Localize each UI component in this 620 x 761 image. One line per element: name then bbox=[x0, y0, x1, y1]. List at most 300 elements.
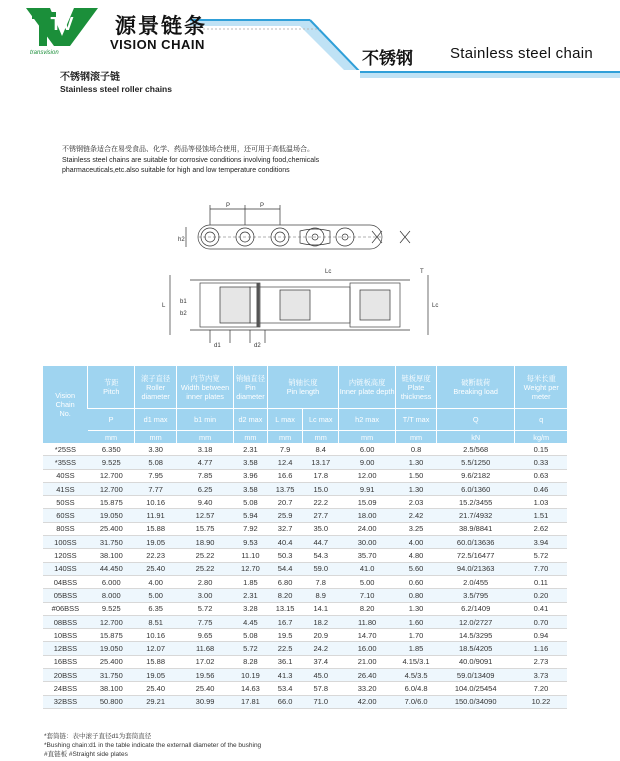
table-cell: 0.63 bbox=[515, 469, 567, 482]
table-cell: 94.0/21363 bbox=[436, 562, 514, 575]
table-cell: 72.5/16477 bbox=[436, 549, 514, 562]
col-pin-diameter: 销轴直径 Pin diameter bbox=[234, 366, 268, 409]
table-row bbox=[43, 469, 567, 482]
table-cell: 12.07 bbox=[135, 642, 177, 655]
table-cell: 30.99 bbox=[177, 695, 234, 708]
table-cell: 10.16 bbox=[135, 629, 177, 642]
chain-number-cell: 16BSS bbox=[43, 655, 88, 668]
section-title-en: Stainless steel roller chains bbox=[60, 84, 172, 94]
table-cell: 6.0/1360 bbox=[436, 482, 514, 495]
table-cell: 45.0 bbox=[303, 669, 339, 682]
dim-T: T bbox=[420, 269, 424, 275]
table-cell: 9.525 bbox=[88, 456, 135, 469]
chain-number-cell: *35SS bbox=[43, 456, 88, 469]
chain-number-cell: 60SS bbox=[43, 509, 88, 522]
table-cell: 6.80 bbox=[267, 575, 303, 588]
unit-plate-depth: mm bbox=[339, 431, 396, 444]
dim-L: L bbox=[162, 303, 166, 309]
table-cell: 6.0/4.8 bbox=[396, 682, 437, 695]
table-cell: 5.00 bbox=[135, 589, 177, 602]
table-cell: 41.3 bbox=[267, 669, 303, 682]
spec-table bbox=[43, 366, 567, 709]
header-row-units bbox=[43, 431, 567, 444]
table-cell: 20.9 bbox=[303, 629, 339, 642]
table-cell: 25.22 bbox=[177, 549, 234, 562]
table-cell: 15.88 bbox=[135, 522, 177, 535]
table-cell: 7.75 bbox=[177, 615, 234, 628]
table-cell: 27.7 bbox=[303, 509, 339, 522]
table-cell: 12.4 bbox=[267, 456, 303, 469]
table-cell: 4.77 bbox=[177, 456, 234, 469]
table-cell: 9.6/2182 bbox=[436, 469, 514, 482]
table-row bbox=[43, 456, 567, 469]
table-cell: 5.72 bbox=[177, 602, 234, 615]
col-breaking-load: 破断载荷 Breaking load bbox=[436, 366, 514, 409]
table-cell: 31.750 bbox=[88, 669, 135, 682]
table-row bbox=[43, 589, 567, 602]
chain-number-cell: 100SS bbox=[43, 536, 88, 549]
table-cell: 41.0 bbox=[339, 562, 396, 575]
table-cell: 11.68 bbox=[177, 642, 234, 655]
table-cell: 12.0/2727 bbox=[436, 615, 514, 628]
table-row bbox=[43, 669, 567, 682]
table-cell: 30.00 bbox=[339, 536, 396, 549]
table-cell: 9.65 bbox=[177, 629, 234, 642]
chain-number-cell: 10BSS bbox=[43, 629, 88, 642]
table-cell: 50.3 bbox=[267, 549, 303, 562]
table-row bbox=[43, 615, 567, 628]
table-cell: 12.57 bbox=[177, 509, 234, 522]
table-cell: 2.80 bbox=[177, 575, 234, 588]
table-cell: 17.81 bbox=[234, 695, 268, 708]
chain-number-cell: #06BSS bbox=[43, 602, 88, 615]
table-cell: 6.350 bbox=[88, 443, 135, 456]
footnote-2: *Bushing chain:d1 in the table indicate the externall diameter of the bushing bbox=[44, 742, 262, 749]
table-cell: 9.40 bbox=[177, 496, 234, 509]
table-cell: 8.20 bbox=[339, 602, 396, 615]
table-cell: 42.00 bbox=[339, 695, 396, 708]
table-cell: 7.8 bbox=[303, 575, 339, 588]
dim-d2: d2 bbox=[254, 343, 261, 349]
table-cell: 1.85 bbox=[234, 575, 268, 588]
table-cell: 60.0/13636 bbox=[436, 536, 514, 549]
table-cell: 21.00 bbox=[339, 655, 396, 668]
table-cell: 2.62 bbox=[515, 522, 567, 535]
brand-name-en: VISION CHAIN bbox=[110, 37, 205, 52]
category-title-en: Stainless steel chain bbox=[450, 45, 594, 62]
table-cell: 19.05 bbox=[135, 669, 177, 682]
table-cell: 0.11 bbox=[515, 575, 567, 588]
table-cell: 0.46 bbox=[515, 482, 567, 495]
table-cell: 24.2 bbox=[303, 642, 339, 655]
table-cell: 59.0/13409 bbox=[436, 669, 514, 682]
table-cell: 17.8 bbox=[303, 469, 339, 482]
unit-load: kN bbox=[436, 431, 514, 444]
table-cell: 5.08 bbox=[135, 456, 177, 469]
table-cell: 4.00 bbox=[135, 575, 177, 588]
table-cell: 25.40 bbox=[135, 682, 177, 695]
table-cell: 12.700 bbox=[88, 615, 135, 628]
table-cell: 26.40 bbox=[339, 669, 396, 682]
chain-number-cell: 24BSS bbox=[43, 682, 88, 695]
table-cell: 20.7 bbox=[267, 496, 303, 509]
unit-pitch: mm bbox=[88, 431, 135, 444]
col-inner-width: 内节内宽 Width between inner plates bbox=[177, 366, 234, 409]
section-title-cn: 不锈钢滚子链 bbox=[60, 72, 120, 83]
table-cell: 1.03 bbox=[515, 496, 567, 509]
table-cell: 19.5 bbox=[267, 629, 303, 642]
table-cell: 7.85 bbox=[177, 469, 234, 482]
table-cell: 9.00 bbox=[339, 456, 396, 469]
table-cell: 12.00 bbox=[339, 469, 396, 482]
table-cell: 71.0 bbox=[303, 695, 339, 708]
table-cell: 9.91 bbox=[339, 482, 396, 495]
chain-number-cell: 05BSS bbox=[43, 589, 88, 602]
no-header-3: No. bbox=[59, 409, 71, 418]
unit-roller: mm bbox=[135, 431, 177, 444]
footnote-1: *套筒链：表中滚子直径d1为套筒直径 bbox=[44, 733, 152, 740]
table-cell: 7.9 bbox=[267, 443, 303, 456]
table-cell: 11.80 bbox=[339, 615, 396, 628]
table-cell: 38.9/8841 bbox=[436, 522, 514, 535]
dim-h2: h2 bbox=[178, 237, 185, 243]
table-row bbox=[43, 443, 567, 456]
sym-pin-Lc: Lc max bbox=[303, 409, 339, 431]
table-row bbox=[43, 682, 567, 695]
sym-roller: d1 max bbox=[135, 409, 177, 431]
table-cell: 54.3 bbox=[303, 549, 339, 562]
table-cell: 2.73 bbox=[515, 655, 567, 668]
table-cell: 1.60 bbox=[396, 615, 437, 628]
table-cell: 4.5/3.5 bbox=[396, 669, 437, 682]
table-cell: 0.15 bbox=[515, 443, 567, 456]
table-cell: 7.10 bbox=[339, 589, 396, 602]
table-cell: 6.25 bbox=[177, 482, 234, 495]
table-cell: 2.5/568 bbox=[436, 443, 514, 456]
table-row bbox=[43, 642, 567, 655]
dim-p2: P bbox=[260, 203, 265, 209]
chain-number-cell: 20BSS bbox=[43, 669, 88, 682]
table-cell: 15.88 bbox=[135, 655, 177, 668]
table-cell: 14.70 bbox=[339, 629, 396, 642]
table-row bbox=[43, 536, 567, 549]
table-cell: 35.0 bbox=[303, 522, 339, 535]
table-row bbox=[43, 522, 567, 535]
table-cell: 6.00 bbox=[339, 443, 396, 456]
col-pin-length: 销轴长度 Pin length bbox=[267, 366, 338, 409]
logo bbox=[22, 6, 102, 55]
sym-load: Q bbox=[436, 409, 514, 431]
table-cell: 3.00 bbox=[177, 589, 234, 602]
table-cell: 3.94 bbox=[515, 536, 567, 549]
table-cell: 18.2 bbox=[303, 615, 339, 628]
chain-number-cell: 40SS bbox=[43, 469, 88, 482]
table-row bbox=[43, 602, 567, 615]
table-cell: 5.72 bbox=[515, 549, 567, 562]
table-row bbox=[43, 509, 567, 522]
no-header-1: Vision bbox=[55, 391, 76, 400]
table-cell: 12.700 bbox=[88, 469, 135, 482]
table-cell: 13.75 bbox=[267, 482, 303, 495]
table-row bbox=[43, 496, 567, 509]
col-roller-diameter: 滚子直径 Roller diameter bbox=[135, 366, 177, 409]
chain-number-cell: 32BSS bbox=[43, 695, 88, 708]
table-cell: 53.4 bbox=[267, 682, 303, 695]
table-cell: 4.45 bbox=[234, 615, 268, 628]
table-row bbox=[43, 562, 567, 575]
table-cell: 36.1 bbox=[267, 655, 303, 668]
table-cell: 1.51 bbox=[515, 509, 567, 522]
table-cell: 12.700 bbox=[88, 482, 135, 495]
sym-pitch: P bbox=[88, 409, 135, 431]
table-cell: 2.03 bbox=[396, 496, 437, 509]
table-cell: 7.20 bbox=[515, 682, 567, 695]
table-cell: 9.53 bbox=[234, 536, 268, 549]
table-cell: 3.5/795 bbox=[436, 589, 514, 602]
table-cell: 8.51 bbox=[135, 615, 177, 628]
table-cell: 6.000 bbox=[88, 575, 135, 588]
table-cell: 3.96 bbox=[234, 469, 268, 482]
table-cell: 19.56 bbox=[177, 669, 234, 682]
table-cell: 3.73 bbox=[515, 669, 567, 682]
table-cell: 6.35 bbox=[135, 602, 177, 615]
table-cell: 32.7 bbox=[267, 522, 303, 535]
table-cell: 29.21 bbox=[135, 695, 177, 708]
table-row bbox=[43, 482, 567, 495]
chain-number-cell: 50SS bbox=[43, 496, 88, 509]
table-cell: 22.2 bbox=[303, 496, 339, 509]
dim-d1: d1 bbox=[214, 343, 221, 349]
dim-Lc2: Lc bbox=[432, 303, 439, 309]
table-cell: 38.100 bbox=[88, 549, 135, 562]
table-cell: 22.23 bbox=[135, 549, 177, 562]
unit-weight: kg/m bbox=[515, 431, 567, 444]
table-cell: 4.15/3.1 bbox=[396, 655, 437, 668]
table-cell: 40.4 bbox=[267, 536, 303, 549]
table-cell: 9.525 bbox=[88, 602, 135, 615]
table-cell: 5.00 bbox=[339, 575, 396, 588]
table-cell: 12.70 bbox=[234, 562, 268, 575]
sym-plate-depth: h2 max bbox=[339, 409, 396, 431]
unit-pin-Lc: mm bbox=[303, 431, 339, 444]
col-pitch: 节距 Pitch bbox=[88, 366, 135, 409]
table-cell: 15.875 bbox=[88, 496, 135, 509]
chain-number-cell: 08BSS bbox=[43, 615, 88, 628]
table-cell: 1.16 bbox=[515, 642, 567, 655]
sym-width: b1 min bbox=[177, 409, 234, 431]
table-cell: 24.00 bbox=[339, 522, 396, 535]
table-cell: 5.60 bbox=[396, 562, 437, 575]
brand-name-cn: 源景链条 bbox=[115, 14, 207, 38]
table-cell: 7.77 bbox=[135, 482, 177, 495]
table-cell: 15.875 bbox=[88, 629, 135, 642]
table-cell: 33.20 bbox=[339, 682, 396, 695]
sym-weight: q bbox=[515, 409, 567, 431]
dim-b1: b1 bbox=[180, 299, 187, 305]
logo-mark-icon bbox=[22, 6, 102, 50]
table-cell: 0.80 bbox=[396, 589, 437, 602]
table-cell: 8.28 bbox=[234, 655, 268, 668]
col-inner-plate-depth: 内链板高度 Inner plate depth bbox=[339, 366, 396, 409]
col-plate-thickness: 链板厚度 Plate thickness bbox=[396, 366, 437, 409]
table-cell: 19.050 bbox=[88, 509, 135, 522]
category-title-cn: 不锈钢 bbox=[362, 49, 413, 69]
table-cell: 19.05 bbox=[135, 536, 177, 549]
unit-pin-L: mm bbox=[267, 431, 303, 444]
table-cell: 8.20 bbox=[267, 589, 303, 602]
table-row bbox=[43, 549, 567, 562]
table-cell: 8.000 bbox=[88, 589, 135, 602]
footnote-3: #直链板 #Straight side plates bbox=[44, 751, 128, 758]
table-cell: 3.25 bbox=[396, 522, 437, 535]
description-cn: 不锈钢链条适合在易受食品、化学、药品等侵蚀场合使用，还可用于高低温场合。 bbox=[62, 146, 314, 153]
table-cell: 25.40 bbox=[177, 682, 234, 695]
table-cell: 15.75 bbox=[177, 522, 234, 535]
table-cell: 16.00 bbox=[339, 642, 396, 655]
table-cell: 4.00 bbox=[396, 536, 437, 549]
description-en-1: Stainless steel chains are suitable for corrosive conditions involving food,chemicals bbox=[62, 157, 320, 164]
table-cell: 16.6 bbox=[267, 469, 303, 482]
table-cell: 22.5 bbox=[267, 642, 303, 655]
table-cell: 2.31 bbox=[234, 443, 268, 456]
table-cell: 25.40 bbox=[135, 562, 177, 575]
table-row bbox=[43, 629, 567, 642]
table-cell: 15.2/3455 bbox=[436, 496, 514, 509]
table-cell: 54.4 bbox=[267, 562, 303, 575]
table-cell: 40.0/9091 bbox=[436, 655, 514, 668]
table-cell: 3.18 bbox=[177, 443, 234, 456]
table-cell: 0.33 bbox=[515, 456, 567, 469]
table-cell: 37.4 bbox=[303, 655, 339, 668]
table-row bbox=[43, 695, 567, 708]
header-row-names bbox=[43, 366, 567, 409]
table-cell: 5.5/1250 bbox=[436, 456, 514, 469]
chain-number-cell: 41SS bbox=[43, 482, 88, 495]
table-cell: 35.70 bbox=[339, 549, 396, 562]
table-cell: 10.16 bbox=[135, 496, 177, 509]
table-cell: 0.94 bbox=[515, 629, 567, 642]
table-cell: 14.1 bbox=[303, 602, 339, 615]
table-cell: 0.20 bbox=[515, 589, 567, 602]
unit-width: mm bbox=[177, 431, 234, 444]
table-cell: 7.0/6.0 bbox=[396, 695, 437, 708]
table-cell: 15.09 bbox=[339, 496, 396, 509]
svg-text:TV: TV bbox=[50, 14, 74, 34]
table-cell: 13.15 bbox=[267, 602, 303, 615]
table-cell: 25.400 bbox=[88, 655, 135, 668]
table-cell: 3.30 bbox=[135, 443, 177, 456]
description-en-2: pharmaceuticals,etc.also suitable for high and low temperature conditions bbox=[62, 167, 290, 174]
table-cell: 10.22 bbox=[515, 695, 567, 708]
chain-number-cell: 120SS bbox=[43, 549, 88, 562]
dim-Lc1: Lc bbox=[325, 269, 332, 275]
table-cell: 14.63 bbox=[234, 682, 268, 695]
table-cell: 0.70 bbox=[515, 615, 567, 628]
table-cell: 13.17 bbox=[303, 456, 339, 469]
dim-p1: P bbox=[226, 203, 231, 209]
table-cell: 6.2/1409 bbox=[436, 602, 514, 615]
table-cell: 3.58 bbox=[234, 482, 268, 495]
sym-thickness: T/T max bbox=[396, 409, 437, 431]
table-cell: 5.94 bbox=[234, 509, 268, 522]
table-cell: 7.92 bbox=[234, 522, 268, 535]
table-cell: 18.5/4205 bbox=[436, 642, 514, 655]
table-cell: 0.60 bbox=[396, 575, 437, 588]
chain-number-cell: 140SS bbox=[43, 562, 88, 575]
footnotes bbox=[44, 732, 261, 759]
table-cell: 2.31 bbox=[234, 589, 268, 602]
table-cell: 18.90 bbox=[177, 536, 234, 549]
table-cell: 44.7 bbox=[303, 536, 339, 549]
table-cell: 44.450 bbox=[88, 562, 135, 575]
table-cell: 150.0/34090 bbox=[436, 695, 514, 708]
table-cell: 14.5/3295 bbox=[436, 629, 514, 642]
table-cell: 7.70 bbox=[515, 562, 567, 575]
table-cell: 11.91 bbox=[135, 509, 177, 522]
table-cell: 1.70 bbox=[396, 629, 437, 642]
col-weight: 每米长重 Weight per meter bbox=[515, 366, 567, 409]
table-cell: 1.30 bbox=[396, 456, 437, 469]
table-cell: 17.02 bbox=[177, 655, 234, 668]
table-cell: 1.85 bbox=[396, 642, 437, 655]
table-cell: 0.8 bbox=[396, 443, 437, 456]
table-cell: 25.400 bbox=[88, 522, 135, 535]
table-cell: 59.0 bbox=[303, 562, 339, 575]
table-cell: 57.8 bbox=[303, 682, 339, 695]
table-cell: 4.80 bbox=[396, 549, 437, 562]
table-cell: 5.08 bbox=[234, 496, 268, 509]
table-cell: 2.0/455 bbox=[436, 575, 514, 588]
table-cell: 8.9 bbox=[303, 589, 339, 602]
logo-subtitle: transvision bbox=[30, 50, 59, 56]
chain-diagram bbox=[150, 195, 450, 355]
table-cell: 3.28 bbox=[234, 602, 268, 615]
table-cell: 25.22 bbox=[177, 562, 234, 575]
table-cell: 31.750 bbox=[88, 536, 135, 549]
table-row bbox=[43, 575, 567, 588]
chain-number-cell: 04BSS bbox=[43, 575, 88, 588]
dim-b2: b2 bbox=[180, 311, 187, 317]
table-cell: 25.9 bbox=[267, 509, 303, 522]
table-cell: 15.0 bbox=[303, 482, 339, 495]
header-row-symbols bbox=[43, 409, 567, 431]
table-cell: 66.0 bbox=[267, 695, 303, 708]
table-cell: 2.42 bbox=[396, 509, 437, 522]
chain-number-cell: 80SS bbox=[43, 522, 88, 535]
table-cell: 1.30 bbox=[396, 602, 437, 615]
table-cell: 50.800 bbox=[88, 695, 135, 708]
table-cell: 3.58 bbox=[234, 456, 268, 469]
chain-number-cell: *25SS bbox=[43, 443, 88, 456]
table-cell: 1.50 bbox=[396, 469, 437, 482]
chain-number-cell: 12BSS bbox=[43, 642, 88, 655]
unit-thickness: mm bbox=[396, 431, 437, 444]
unit-pin-diam: mm bbox=[234, 431, 268, 444]
table-cell: 104.0/25454 bbox=[436, 682, 514, 695]
table-row bbox=[43, 655, 567, 668]
no-header-2: Chain bbox=[55, 400, 75, 409]
table-cell: 38.100 bbox=[88, 682, 135, 695]
table-body bbox=[43, 443, 567, 708]
table-cell: 10.19 bbox=[234, 669, 268, 682]
sym-pin-diam: d2 max bbox=[234, 409, 268, 431]
table-cell: 7.95 bbox=[135, 469, 177, 482]
table-cell: 0.41 bbox=[515, 602, 567, 615]
table-cell: 8.4 bbox=[303, 443, 339, 456]
table-cell: 19.050 bbox=[88, 642, 135, 655]
table-cell: 11.10 bbox=[234, 549, 268, 562]
table-cell: 1.30 bbox=[396, 482, 437, 495]
